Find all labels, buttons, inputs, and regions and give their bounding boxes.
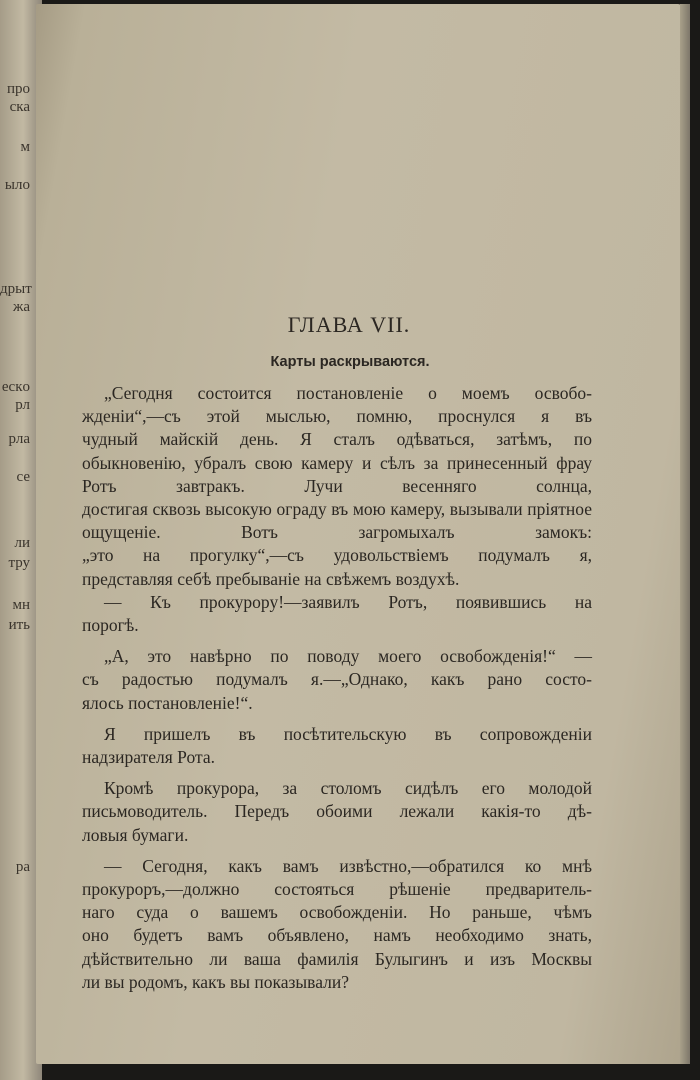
paragraph [82,723,592,769]
left-page-fragment: рла [8,431,30,447]
text-line: оно будетъ вамъ объявлено, намъ необходимо знать, [82,925,592,946]
paragraph-gap [82,769,592,777]
text-line: прокуроръ,—должно состояться рѣшеніе предваритель- [82,879,592,900]
text-line: съ радостью подумалъ я.—„Однако, какъ рано состо- [82,669,592,690]
text-line: ловыя бумаги. [82,824,189,845]
text-line: представляя себѣ пребываніе на свѣжемъ воздухѣ. [82,568,460,589]
text-line: „А, это навѣрно по поводу моего освобожденія!“ — [104,646,592,667]
left-page-fragment: се [16,469,30,485]
text-line: достигая сквозь высокую ограду въ мою камеру, вызывали пріятное ощущеніе. Вотъ загромыхалъ замокъ: [82,499,592,543]
text-line: жденіи“,—съ этой мыслью, помню, проснулся я въ [82,406,592,427]
text-line: надзирателя Рота. [82,747,215,768]
chapter-title: ГЛАВА VII. [287,312,411,337]
text-line: „это на прогулку“,—съ удовольствіемъ подумалъ я, [82,545,592,566]
text-line: „Сегодня состоится постановленіе о моемъ освобо- [104,383,592,403]
paragraph [82,382,592,591]
left-page-fragment: ли [14,535,30,551]
text-line: письмоводитель. Передъ обоими лежали какія-то дѣ- [82,801,592,822]
text-line: порогѣ. [82,615,139,636]
left-page-fragment: ыло [4,177,30,193]
page-content [82,312,592,994]
body-text [82,382,592,994]
text-line: Кромѣ прокурора, за столомъ сидѣлъ его молодой [104,778,592,799]
paragraph [82,777,592,847]
left-page-fragment: ить [8,617,30,633]
book-page [36,4,682,1064]
text-line: наго суда о вашемъ освобожденіи. Но раньше, чѣмъ [82,902,592,923]
left-page-fragment: мн [12,597,30,613]
left-page-fragment: жа [12,299,30,315]
left-page-fragment: pa [15,859,30,875]
text-line: дѣйствительно ли ваша фамилія Булыгинъ и изъ Москвы [82,948,592,969]
left-page-fragment: про [6,81,30,97]
left-page-fragment: дрыт [0,281,32,297]
paragraph [82,855,592,994]
left-page-fragment: ска [9,99,30,115]
paragraph-gap [82,715,592,723]
left-page-fragment: тру [8,555,30,571]
paragraph [82,645,592,715]
text-line: ялось постановленіе!“. [82,692,253,713]
paragraph-gap [82,847,592,855]
text-line: — Къ прокурору!—заявилъ Ротъ, появившись на [104,591,592,612]
text-line: — Сегодня, какъ вамъ извѣстно,—обратился ко мнѣ [104,855,592,876]
paragraph [82,591,592,637]
text-line: обыкновенію, убралъ свою камеру и сѣлъ за принесенный фрау Ротъ завтракъ. Лучи весенняго солнца, [82,452,592,496]
paragraph-gap [82,637,592,645]
text-line: чудный майскій день. Я сталъ одѣваться, затѣмъ, по [82,429,592,450]
left-page-fragment: рл [15,397,30,413]
text-line: Я пришелъ въ посѣтительскую въ сопровожденіи [104,723,592,744]
text-line: ли вы родомъ, какъ вы показывали? [82,971,349,992]
left-page-fragment: ecкo [1,379,30,395]
chapter-subtitle: Карты раскрываются. [270,354,430,370]
left-page-fragment: м [20,139,30,155]
